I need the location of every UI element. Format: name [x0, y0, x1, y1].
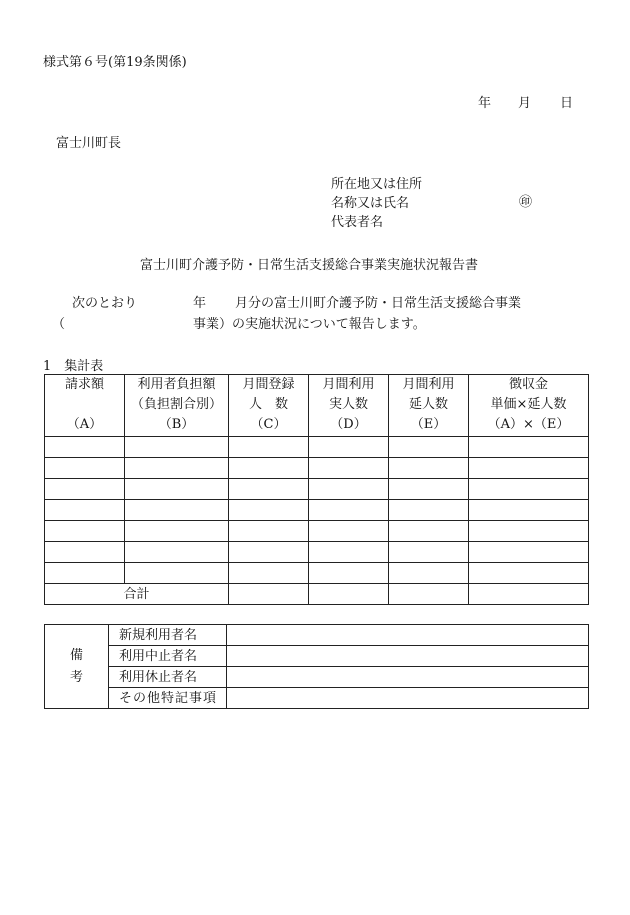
total-label: 合計	[45, 584, 229, 605]
header-collection: 徴収金 単価×延人数 （A）×（E）	[469, 375, 589, 437]
table-row	[45, 521, 589, 542]
table-cell[interactable]	[469, 458, 589, 479]
table-cell[interactable]	[45, 542, 125, 563]
table-cell[interactable]	[309, 437, 389, 458]
table-cell[interactable]	[229, 563, 309, 584]
total-cell-c[interactable]	[229, 584, 309, 605]
total-row	[45, 584, 589, 605]
table-row	[45, 563, 589, 584]
table-cell[interactable]	[389, 563, 469, 584]
body-line2-b: 事業）の実施状況について報告します。	[193, 317, 426, 332]
table-cell[interactable]	[389, 437, 469, 458]
other-notes-value[interactable]	[227, 688, 589, 709]
header-user-burden: 利用者負担額 （負担割合別） （B）	[125, 375, 229, 437]
new-users-label: 新規利用者名	[109, 625, 227, 646]
new-users-value[interactable]	[227, 625, 589, 646]
address-label: 所在地又は住所	[331, 177, 423, 192]
table-cell[interactable]	[125, 542, 229, 563]
table-cell[interactable]	[45, 479, 125, 500]
form-number: 様式第６号(第19条関係)	[43, 55, 187, 70]
representative-label: 代表者名	[331, 215, 384, 230]
table-cell[interactable]	[45, 437, 125, 458]
table-cell[interactable]	[125, 437, 229, 458]
summary-table	[44, 374, 589, 605]
table-cell[interactable]	[125, 479, 229, 500]
total-cell-e[interactable]	[389, 584, 469, 605]
date-day: 日	[560, 96, 574, 111]
other-notes-label: その他特記事項	[109, 688, 227, 709]
discontinued-users-label: 利用中止者名	[109, 646, 227, 667]
body-line1-c: 月分の富士川町介護予防・日常生活支援総合事業	[235, 296, 522, 311]
table-cell[interactable]	[125, 458, 229, 479]
addressee: 富士川町長	[56, 136, 122, 151]
table-cell[interactable]	[229, 437, 309, 458]
table-row	[45, 458, 589, 479]
date-year: 年	[478, 96, 492, 111]
table-cell[interactable]	[125, 563, 229, 584]
date-month: 月	[518, 96, 532, 111]
table-cell[interactable]	[389, 479, 469, 500]
table-cell[interactable]	[229, 479, 309, 500]
table-row	[45, 479, 589, 500]
body-line1-a: 次のとおり	[72, 296, 138, 311]
document-title: 富士川町介護予防・日常生活支援総合事業実施状況報告書	[140, 258, 479, 273]
table-row	[45, 437, 589, 458]
table-cell[interactable]	[469, 437, 589, 458]
table-cell[interactable]	[309, 542, 389, 563]
remarks-side-char-1: 備	[69, 648, 83, 663]
table-cell[interactable]	[469, 521, 589, 542]
name-label: 名称又は氏名	[331, 196, 410, 211]
header-actual-users: 月間利用 実人数 （D）	[309, 375, 389, 437]
table-cell[interactable]	[125, 500, 229, 521]
body-line2-open: （	[52, 317, 66, 332]
table-cell[interactable]	[125, 521, 229, 542]
remarks-table	[44, 624, 589, 709]
remarks-side-label	[45, 625, 109, 709]
table-cell[interactable]	[309, 458, 389, 479]
remarks-row	[45, 625, 589, 646]
table-cell[interactable]	[389, 521, 469, 542]
table-cell[interactable]	[469, 479, 589, 500]
remarks-side-char-2: 考	[69, 670, 83, 685]
table-cell[interactable]	[229, 521, 309, 542]
table-row	[45, 542, 589, 563]
seal-mark: ㊞	[519, 195, 533, 210]
remarks-row	[45, 646, 589, 667]
remarks-row	[45, 688, 589, 709]
table-cell[interactable]	[309, 521, 389, 542]
remarks-row	[45, 667, 589, 688]
table-cell[interactable]	[45, 500, 125, 521]
table-cell[interactable]	[389, 500, 469, 521]
table-cell[interactable]	[469, 542, 589, 563]
table-cell[interactable]	[229, 458, 309, 479]
table-cell[interactable]	[229, 500, 309, 521]
table-cell[interactable]	[389, 458, 469, 479]
header-total-users: 月間利用 延人数 （E）	[389, 375, 469, 437]
total-cell-d[interactable]	[309, 584, 389, 605]
table-cell[interactable]	[45, 563, 125, 584]
table-cell[interactable]	[45, 521, 125, 542]
table-cell[interactable]	[309, 479, 389, 500]
discontinued-users-value[interactable]	[227, 646, 589, 667]
suspended-users-value[interactable]	[227, 667, 589, 688]
header-claim-amount: 請求額 （A）	[45, 375, 125, 437]
table-cell[interactable]	[469, 500, 589, 521]
header-registered: 月間登録 人 数 （C）	[229, 375, 309, 437]
suspended-users-label: 利用休止者名	[109, 667, 227, 688]
table-cell[interactable]	[309, 500, 389, 521]
table-row	[45, 500, 589, 521]
table-cell[interactable]	[389, 542, 469, 563]
summary-header-row	[45, 375, 589, 437]
body-line1-year: 年	[193, 296, 207, 311]
table-cell[interactable]	[469, 563, 589, 584]
table-cell[interactable]	[45, 458, 125, 479]
total-cell-collection[interactable]	[469, 584, 589, 605]
section1-title: 1 集計表	[43, 359, 104, 374]
table-cell[interactable]	[229, 542, 309, 563]
table-cell[interactable]	[309, 563, 389, 584]
